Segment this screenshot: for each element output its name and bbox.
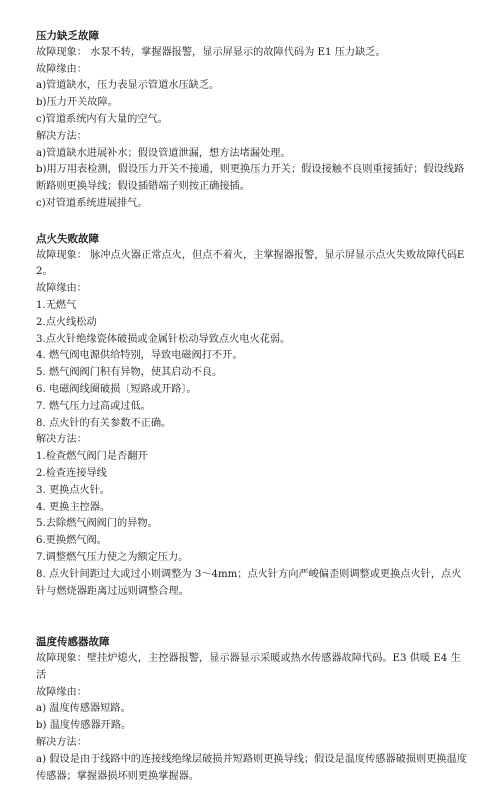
solution-item: 5.去除燃气阀阀门的异物。 [36, 518, 158, 530]
cause-item: 3.点火针绝缘瓷体破损或金属针松动导致点火电火花弱。 [36, 333, 291, 345]
section-heading: 温度传感器故障 [36, 636, 110, 649]
section-temperature-sensor-fault [36, 634, 468, 785]
section-heading: 压力缺乏故障 [36, 30, 99, 42]
section-heading: 点火失败故障 [36, 232, 99, 245]
solution-item: 3. 更换点火针。 [36, 484, 111, 496]
cause-item: b)压力开关故障。 [36, 97, 118, 109]
cause-item: 6. 电磁阀线圈破损〔短路或开路〕。 [36, 383, 197, 395]
symptom-text: 故障现象： 脉冲点火器正常点火，但点不着火，主掌握器报警，显示屏显示点火失败故障代码E2。 [36, 249, 465, 278]
cause-item: a) 温度传感器短路。 [36, 703, 131, 715]
solution-item: 1.检查燃气阀门是否翻开 [36, 451, 148, 463]
solution-label: 解决方法： [36, 737, 87, 749]
cause-label: 故障缘由： [36, 283, 87, 295]
solution-label: 解决方法： [36, 130, 87, 142]
symptom-text: 故障现象： 水泵不转，掌握器报警，显示屏显示的故障代码为 E1 压力缺乏。 [36, 46, 386, 58]
solution-item: a) 假设是由于线路中的连接线绝缘层破损并短路则更换导线；假设是温度传感器破损则更换温度传感器；掌握器损坏则更换掌握器。 [36, 753, 467, 782]
cause-label: 故障缘由： [36, 63, 87, 75]
solution-item: 6.更换燃气阀。 [36, 535, 107, 547]
symptom-text: 故障现象：壁挂炉熄火，主控器报警，显示器显示采暖或热水传感器故障代码。E3 供暖 E4 生活 [36, 653, 461, 681]
solution-item: 8. 点火针间距过大或过小则调整为 3～4mm；点火针方向严峻偏歪则调整或更换点火针，点火针与燃烧器距离过远则调整合理。 [36, 568, 462, 597]
cause-item: 7. 燃气压力过高或过低。 [36, 400, 151, 412]
solution-item: a)管道缺水进展补水；假设管道泄漏，想方法堵漏处理。 [36, 147, 291, 159]
section-ignition-fault [36, 231, 468, 601]
solution-item: b)用万用表检测，假设压力开关不接通，则更换压力开关；假设接触不良则重接插好；假设线路断路则更换导线；假设插错端子则按正确接插。 [36, 164, 465, 193]
cause-item: b) 温度传感器开路。 [36, 720, 132, 732]
cause-label: 故障缘由： [36, 686, 87, 698]
solution-item: 4. 更换主控器。 [36, 501, 111, 513]
cause-item: c)管道系统内有大量的空气。 [36, 113, 168, 125]
solution-label: 解决方法： [36, 434, 87, 446]
section-pressure-fault [36, 28, 468, 213]
cause-item: 1.无燃气 [36, 299, 77, 311]
solution-item: 2.检查连接导线 [36, 467, 107, 479]
cause-item: 5. 燃气阀阀门积有异物，使其启动不良。 [36, 367, 223, 379]
cause-item: 2.点火线松动 [36, 316, 97, 328]
solution-item: 7.调整燃气压力使之为额定压力。 [36, 551, 189, 563]
cause-item: 8. 点火针的有关参数不正确。 [36, 417, 172, 429]
cause-item: 4. 燃气阀电源供给特别，导致电磁阀打不开。 [36, 350, 243, 362]
solution-item: c)对管道系统进展排气。 [36, 197, 148, 209]
cause-item: a)管道缺水，压力表显示管道水压缺乏。 [36, 80, 220, 92]
document-page [36, 28, 468, 785]
